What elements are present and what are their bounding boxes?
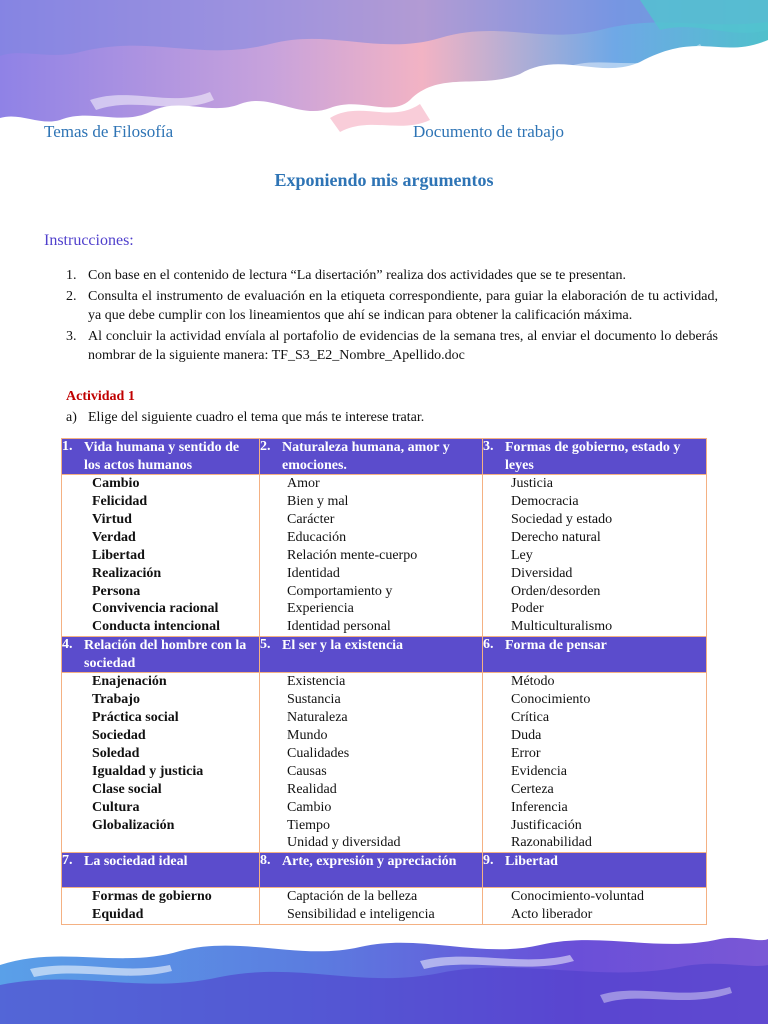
topic-title: El ser y la existencia	[282, 638, 404, 654]
topic-number: 2.	[260, 439, 271, 454]
subtopic: Cualidades	[287, 745, 350, 761]
instruction-item	[66, 327, 718, 366]
instructions-heading: Instrucciones:	[44, 232, 134, 249]
subtopic: Unidad y diversidad	[287, 835, 401, 851]
subtopic: Justificación	[511, 817, 582, 833]
subtopic: Sociedad y estado	[511, 511, 613, 527]
subtopic-list	[62, 673, 260, 853]
subtopic: Experiencia	[287, 601, 354, 617]
subtopic-list	[260, 673, 483, 853]
subtopic: Bien y mal	[287, 494, 349, 510]
topic-header	[260, 637, 483, 673]
topic-title: Naturaleza humana, amor y emociones.	[282, 440, 450, 473]
subtopic: Duda	[511, 728, 542, 744]
topic-header-row	[62, 439, 707, 475]
subtopic: Inferencia	[511, 799, 568, 815]
subtopic: Persona	[92, 583, 141, 599]
subtopic: Diversidad	[511, 565, 573, 581]
course-title: Temas de Filosofía	[44, 122, 174, 141]
subtopic-list	[483, 673, 707, 853]
instruction-number: 2.	[66, 288, 77, 304]
subtopic: Sustancia	[287, 692, 341, 708]
topic-body-row	[62, 888, 707, 925]
topic-header	[483, 439, 707, 475]
subtopic: Sensibilidad e inteligencia	[287, 907, 435, 923]
subtopic: Formas de gobierno	[92, 889, 212, 905]
instruction-item	[66, 266, 718, 286]
topic-title: Forma de pensar	[505, 638, 607, 654]
topic-body-row	[62, 475, 707, 637]
subtopic: Justicia	[511, 476, 553, 492]
subtopic: Práctica social	[92, 710, 179, 726]
topic-number: 1.	[62, 439, 73, 454]
decorative-brush-banner-bottom	[0, 925, 768, 1024]
topic-number: 5.	[260, 637, 271, 653]
subtopic: Causas	[287, 763, 327, 779]
subtopic-list	[260, 888, 483, 925]
topic-number: 8.	[260, 853, 271, 869]
subtopic: Evidencia	[511, 763, 567, 779]
instruction-text: Consulta el instrumento de evaluación en la etiqueta correspondiente, para guiar la elaboración de tu actividad, ya que debe cumplir con los lineamientos que ahí se indican para obtener la calificación máxima.	[88, 288, 718, 323]
subtopic: Trabajo	[92, 692, 140, 708]
subtopic: Enajenación	[92, 674, 167, 690]
topic-title: Formas de gobierno, estado y leyes	[505, 440, 681, 473]
topic-header	[483, 853, 707, 888]
subtopic: Educación	[287, 529, 347, 545]
subtopic: Realidad	[287, 781, 337, 797]
subtopic: Orden/desorden	[511, 583, 601, 599]
topic-number: 3.	[483, 439, 494, 454]
subtopic: Método	[511, 674, 555, 690]
topic-header	[260, 439, 483, 475]
subtopic: Cambio	[287, 799, 332, 815]
subtopic-list	[62, 888, 260, 925]
subtopic: Soledad	[92, 745, 140, 761]
topic-title: La sociedad ideal	[84, 854, 188, 870]
subtopic: Conducta intencional	[92, 619, 220, 635]
subtopic: Clase social	[92, 781, 162, 797]
subtopic-list	[62, 475, 260, 637]
instruction-number: 1.	[66, 268, 77, 283]
subtopic: Conocimiento-voluntad	[511, 889, 644, 905]
subtopic: Sociedad	[92, 728, 146, 744]
step-label: a)	[66, 410, 77, 425]
topic-number: 4.	[62, 637, 73, 653]
topic-title: Relación del hombre con la sociedad	[84, 638, 247, 671]
instructions-list	[66, 266, 718, 367]
subtopic: Convivencia racional	[92, 601, 219, 617]
page-title: Exponiendo mis argumentos	[274, 170, 494, 190]
subtopic-list	[260, 475, 483, 637]
step-text: Elige del siguiente cuadro el tema que más te interese tratar.	[88, 410, 425, 425]
subtopic: Amor	[287, 476, 320, 492]
subtopic: Captación de la belleza	[287, 889, 418, 905]
subtopic-list	[483, 888, 707, 925]
instruction-number: 3.	[66, 328, 77, 344]
subtopic: Democracia	[511, 494, 579, 510]
subtopic: Ley	[511, 547, 533, 563]
subtopic: Cultura	[92, 799, 140, 815]
instruction-item	[66, 287, 718, 326]
subtopic: Identidad	[287, 565, 340, 581]
subtopic: Felicidad	[92, 494, 148, 510]
subtopic-list	[483, 475, 707, 637]
subtopic: Identidad personal	[287, 619, 391, 635]
subtopic: Conocimiento	[511, 692, 591, 708]
subtopic: Razonabilidad	[511, 835, 592, 851]
topic-title: Vida humana y sentido de los actos humanos	[84, 440, 240, 473]
subtopic: Certeza	[511, 781, 554, 797]
instruction-text: Con base en el contenido de lectura “La disertación” realiza dos actividades que se te presentan.	[88, 268, 626, 283]
subtopic: Realización	[92, 565, 162, 581]
topic-header-row	[62, 853, 707, 888]
topic-header	[62, 853, 260, 888]
activity-step-a	[66, 410, 424, 426]
document-type: Documento de trabajo	[413, 122, 565, 141]
subtopic: Equidad	[92, 907, 144, 923]
subtopic: Crítica	[511, 710, 550, 726]
topic-body-row	[62, 673, 707, 853]
subtopic: Globalización	[92, 817, 175, 833]
activity-title: Actividad 1	[66, 389, 135, 404]
subtopic: Verdad	[92, 529, 136, 545]
subtopic: Naturaleza	[287, 710, 348, 726]
topic-header-row	[62, 637, 707, 673]
topic-header	[260, 853, 483, 888]
subtopic: Derecho natural	[511, 529, 601, 545]
topic-title: Arte, expresión y apreciación	[282, 854, 457, 870]
subtopic: Virtud	[92, 511, 132, 527]
subtopic: Libertad	[92, 547, 145, 563]
subtopic: Existencia	[287, 674, 346, 690]
topic-number: 6.	[483, 637, 494, 653]
subtopic: Comportamiento y	[287, 583, 393, 599]
topic-number: 9.	[483, 853, 494, 869]
topic-header	[62, 637, 260, 673]
subtopic: Cambio	[92, 476, 140, 492]
subtopic: Poder	[511, 601, 544, 617]
topic-header	[483, 637, 707, 673]
subtopic: Acto liberador	[511, 907, 593, 923]
subtopic: Error	[511, 745, 541, 761]
topic-header	[62, 439, 260, 475]
subtopic: Multiculturalismo	[511, 619, 613, 635]
topic-number: 7.	[62, 853, 73, 869]
topics-table	[61, 438, 707, 925]
subtopic: Igualdad y justicia	[92, 763, 204, 779]
instruction-text: Al concluir la actividad envíala al portafolio de evidencias de la semana tres, al enviar el documento lo deberás nombrar de la siguiente manera: TF_S3_E2_Nombre_Apellido.doc	[88, 328, 718, 363]
subtopic: Mundo	[287, 728, 328, 744]
subtopic: Relación mente-cuerpo	[287, 547, 418, 563]
subtopic: Carácter	[287, 511, 335, 527]
topic-title: Libertad	[505, 854, 558, 870]
subtopic: Tiempo	[287, 817, 331, 833]
